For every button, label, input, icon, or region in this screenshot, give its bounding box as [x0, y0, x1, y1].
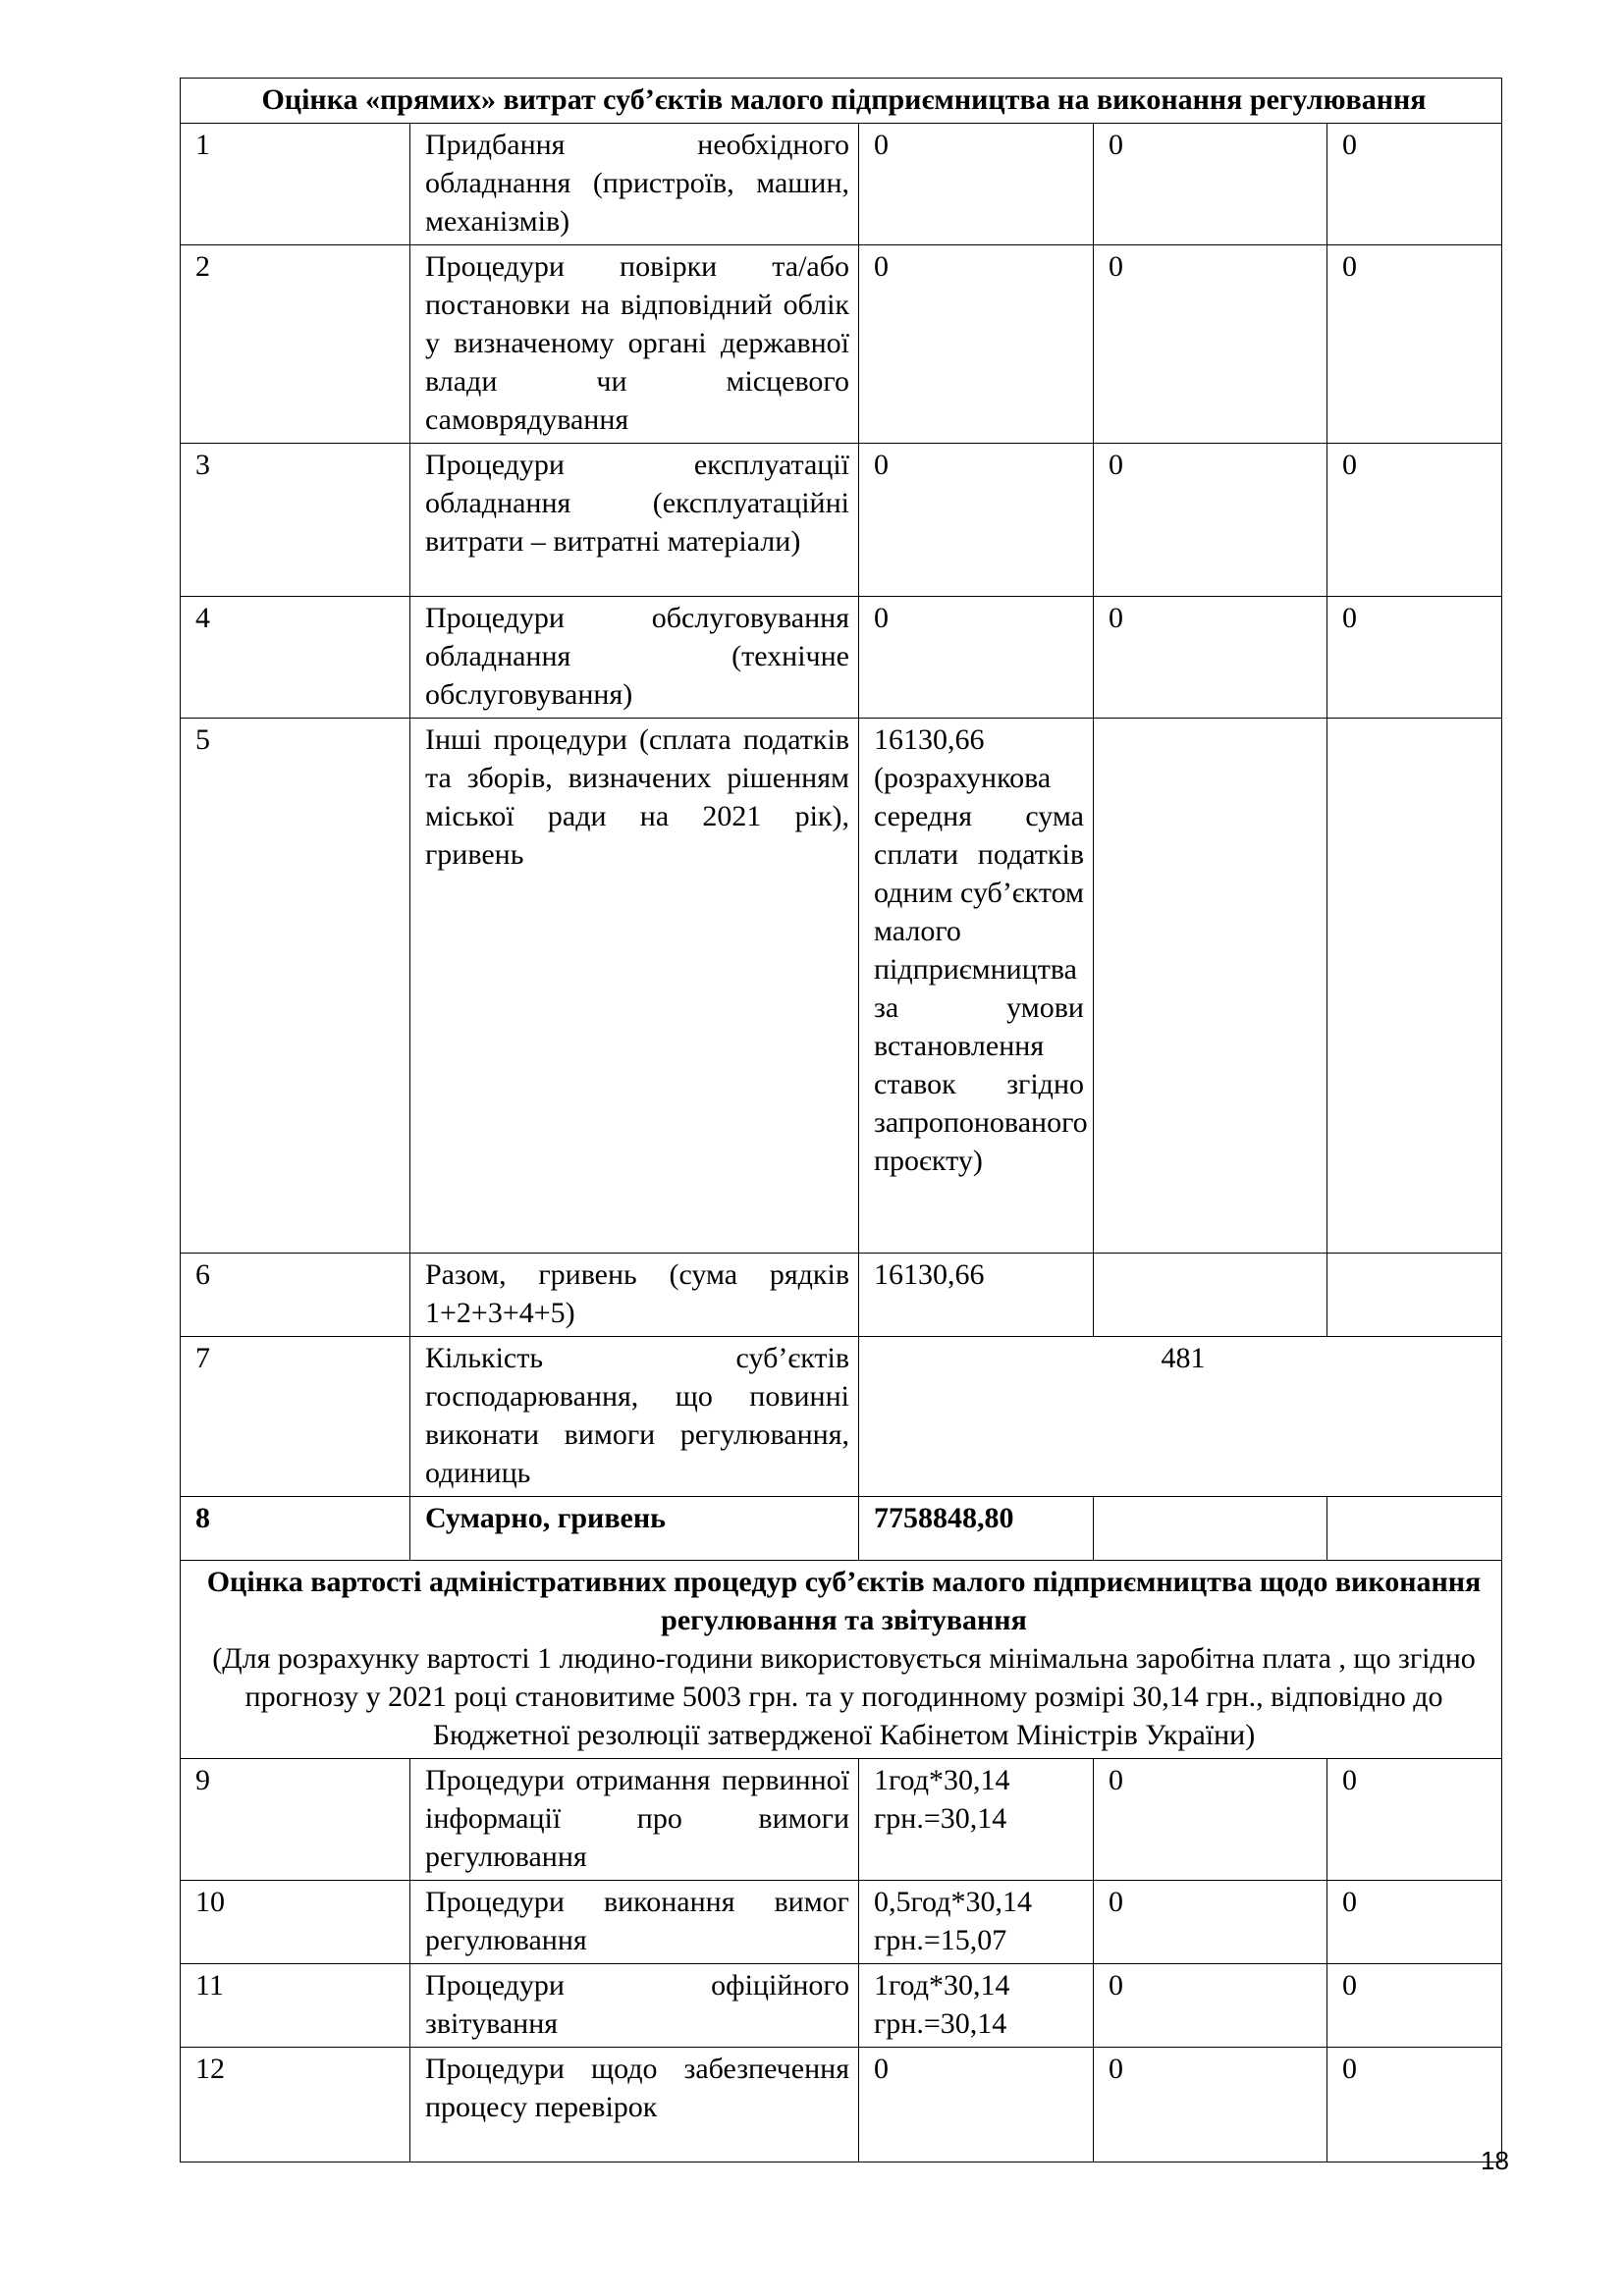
- table-row: [181, 1881, 1502, 1964]
- table-row: [181, 2048, 1502, 2163]
- table-row: [181, 1759, 1502, 1881]
- row-merged-value: 481: [859, 1337, 1502, 1497]
- page-number: 18: [1481, 2146, 1509, 2175]
- row-name: Сумарно, гривень: [410, 1497, 859, 1561]
- row-value-1: 1год*30,14 грн.=30,14: [859, 1759, 1094, 1881]
- row-number: 3: [181, 444, 410, 597]
- row-number: 4: [181, 597, 410, 719]
- row-value-3: 0: [1327, 1881, 1502, 1964]
- row-number: 6: [181, 1254, 410, 1337]
- row-value-3: 0: [1327, 2048, 1502, 2163]
- row-number: 8: [181, 1497, 410, 1561]
- row-number: 9: [181, 1759, 410, 1881]
- row-number: 10: [181, 1881, 410, 1964]
- row-value-3: [1327, 1254, 1502, 1337]
- row-value-2: [1094, 1497, 1327, 1561]
- row-name: Процедури офіційного звітування: [410, 1964, 859, 2048]
- row-name: Разом, гривень (сума рядків 1+2+3+4+5): [410, 1254, 859, 1337]
- row-name: Інші процедури (сплата податків та зборів, визначених рішенням міської ради на 2021 рік), гривень: [410, 719, 859, 1254]
- row-value-2: 0: [1094, 597, 1327, 719]
- table-row: [181, 1337, 1502, 1497]
- row-value-2: [1094, 719, 1327, 1254]
- row-value-2: 0: [1094, 1881, 1327, 1964]
- row-name: Процедури експлуатації обладнання (експлуатаційні витрати – витратні матеріали): [410, 444, 859, 597]
- row-name: Придбання необхідного обладнання (пристроїв, машин, механізмів): [410, 124, 859, 245]
- row-number: 12: [181, 2048, 410, 2163]
- row-value-3: 0: [1327, 124, 1502, 245]
- row-value-1: 0: [859, 124, 1094, 245]
- section-header-row: [181, 1561, 1502, 1759]
- row-name: Процедури обслуговування обладнання (технічне обслуговування): [410, 597, 859, 719]
- row-value-3: 0: [1327, 245, 1502, 444]
- row-value-2: [1094, 1254, 1327, 1337]
- row-value-1: 0,5год*30,14 грн.=15,07: [859, 1881, 1094, 1964]
- table-row: [181, 597, 1502, 719]
- section-header-row: [181, 79, 1502, 124]
- table-row: [181, 1254, 1502, 1337]
- row-value-2: 0: [1094, 124, 1327, 245]
- row-value-1: 7758848,80: [859, 1497, 1094, 1561]
- row-name: Процедури повірки та/або постановки на відповідний облік у визначеному органі державної влади чи місцевого самоврядування: [410, 245, 859, 444]
- row-value-1: 16130,66: [859, 1254, 1094, 1337]
- row-value-1: 0: [859, 597, 1094, 719]
- row-value-1: 0: [859, 2048, 1094, 2163]
- row-value-3: 0: [1327, 444, 1502, 597]
- row-value-1: 1год*30,14 грн.=30,14: [859, 1964, 1094, 2048]
- row-value-3: [1327, 1497, 1502, 1561]
- row-value-2: 0: [1094, 245, 1327, 444]
- row-value-3: 0: [1327, 1964, 1502, 2048]
- row-value-1: 0: [859, 245, 1094, 444]
- row-value-3: 0: [1327, 1759, 1502, 1881]
- row-number: 11: [181, 1964, 410, 2048]
- row-name: Кількість суб’єктів господарювання, що повинні виконати вимоги регулювання, одиниць: [410, 1337, 859, 1497]
- row-number: 5: [181, 719, 410, 1254]
- row-name: Процедури отримання первинної інформації про вимоги регулювання: [410, 1759, 859, 1881]
- table-row: [181, 1497, 1502, 1561]
- row-value-3: 0: [1327, 597, 1502, 719]
- table-row: [181, 245, 1502, 444]
- row-value-2: 0: [1094, 444, 1327, 597]
- row-value-2: 0: [1094, 2048, 1327, 2163]
- row-number: 2: [181, 245, 410, 444]
- row-value-1: 0: [859, 444, 1094, 597]
- section2-title: Оцінка вартості адміністративних процедур суб’єктів малого підприємництва щодо виконання регулювання та звітування: [206, 1566, 1482, 1636]
- section2-note: (Для розрахунку вартості 1 людино-години використовується мінімальна заробітна плата , що згідно прогнозу у 2021 році становитиме 5003 грн. та у погодинному розмірі 30,14 грн., відповідно до Бюджетної резолюції затвердженої Кабінетом Міністрів України): [212, 1642, 1476, 1751]
- table-row: [181, 719, 1502, 1254]
- section2-header: [181, 1561, 1502, 1759]
- table-row: [181, 124, 1502, 245]
- row-name: Процедури виконання вимог регулювання: [410, 1881, 859, 1964]
- row-value-2: 0: [1094, 1964, 1327, 2048]
- section1-title: Оцінка «прямих» витрат суб’єктів малого підприємництва на виконання регулювання: [181, 79, 1502, 124]
- cost-estimate-table: [180, 78, 1502, 2163]
- table-row: [181, 1964, 1502, 2048]
- row-name: Процедури щодо забезпечення процесу перевірок: [410, 2048, 859, 2163]
- row-value-2: 0: [1094, 1759, 1327, 1881]
- row-number: 1: [181, 124, 410, 245]
- row-value-3: [1327, 719, 1502, 1254]
- table-row: [181, 444, 1502, 597]
- row-number: 7: [181, 1337, 410, 1497]
- row-value-1: 16130,66 (розрахункова середня сума сплати податків одним суб’єктом малого підприємництва за умови встановлення ставок згідно запропонованого проєкту): [859, 719, 1094, 1254]
